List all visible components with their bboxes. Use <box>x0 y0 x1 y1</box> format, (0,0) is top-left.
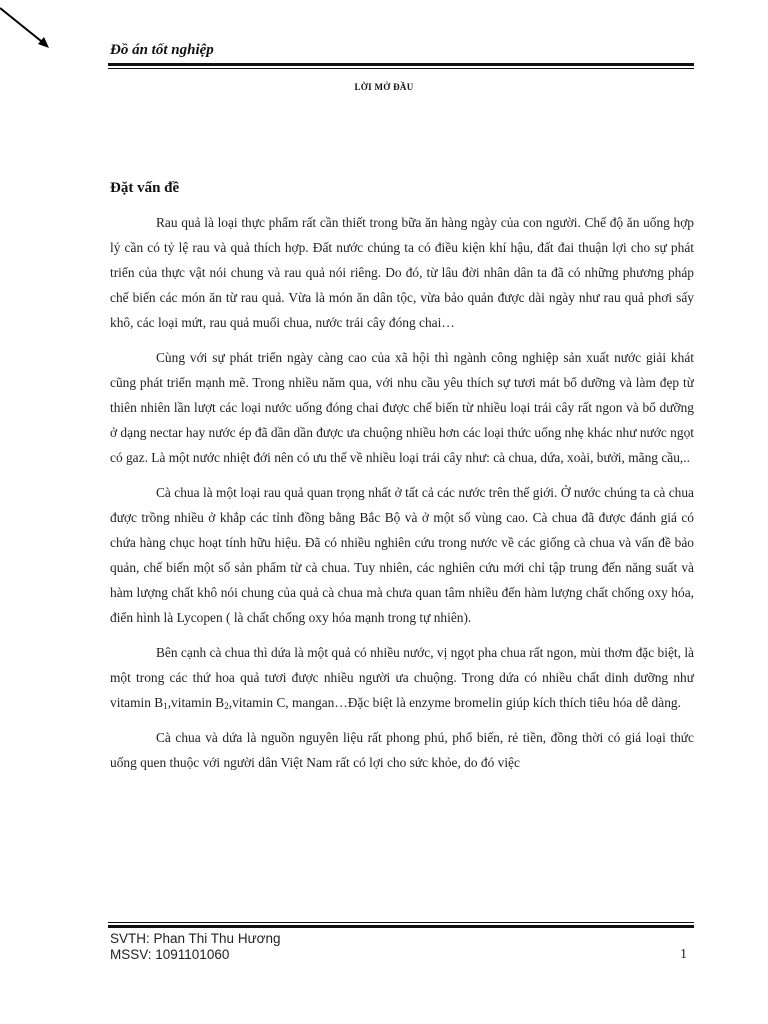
footer-rule <box>108 925 694 928</box>
footer-student-id: MSSV: 1091101060 <box>110 947 230 962</box>
document-header-title: Đồ án tốt nghiệp <box>110 42 214 58</box>
subscript: 2 <box>224 701 229 711</box>
body-text <box>110 210 694 896</box>
paragraph: Cùng với sự phát triển ngày càng cao của xã hội thì ngành công nghiệp sản xuất nước giải khát cũng phát triển mạnh mẽ. Trong nhiều năm qua, với nhu cầu yêu thích sự tươi mát bổ dưỡng và làm đẹp từ thiên nhiên lần lượt các loại nước uống đóng chai được chế biến từ nhiều loại trái cây rất ngon và bổ dưỡng ở dạng nectar hay nước ép đã dần dần được ưa chuộng nhiều hơn các loại thức uống nhẹ khác như nước ngọt có gaz. Là một nước nhiệt đới nên có ưu thế về nhiều loại trái cây như: cà chua, dứa, xoài, bưởi, mãng cầu,.. <box>110 350 694 465</box>
paragraph-text: ,vitamin C, mangan…Đặc biệt là enzyme bromelin giúp kích thích tiêu hóa dễ dàng. <box>228 695 681 710</box>
corner-arrow-icon <box>0 0 60 60</box>
paragraph: Rau quả là loại thực phẩm rất cần thiết trong bữa ăn hàng ngày của con người. Chế độ ăn uống hợp lý cần có tỷ lệ rau và quả thích hợp. Đất nước chúng ta có điều kiện khí hậu, đất đai thuận lợi cho sự phát triển của thực vật nói chung và rau quả nói riêng. Do đó, từ lâu đời nhân dân ta đã có những phương pháp chế biến các món ăn từ rau quả. Vừa là món ăn dân tộc, vừa bảo quản được dài ngày như rau quả phơi sấy khô, các loại mứt, rau quả muối chua, nước trái cây đóng chai… <box>110 215 694 330</box>
paragraph-text: ,vitamin B <box>167 695 225 710</box>
subscript: 1 <box>163 701 168 711</box>
paragraph: Cà chua là một loại rau quả quan trọng nhất ở tất cả các nước trên thế giới. Ở nước chúng ta cà chua được trồng nhiều ở khắp các tỉnh đồng bằng Bắc Bộ và ở một số vùng cao. Cà chua đã được đánh giá có chứa hàng chục hoạt tính hữu hiệu. Đã có nhiều nghiên cứu trong nước về các giống cà chua và vấn đề bảo quản, chế biến một số sản phẩm từ cà chua. Tuy nhiên, các nghiên cứu mới chỉ tập trung đến năng suất và hàm lượng chất khô nói chung của quả cà chua mà chưa quan tâm nhiều đến hàm lượng chất chống oxy hóa, điển hình là Lycopen ( là chất chống oxy hóa mạnh trong tự nhiên). <box>110 485 694 625</box>
header-rule-thin <box>108 68 694 69</box>
footer-author: SVTH: Phan Thi Thu Hương <box>110 931 281 946</box>
preface-title: LỜI MỞ ĐẦU <box>354 82 414 92</box>
paragraph <box>110 640 694 715</box>
page-number: 1 <box>680 947 687 962</box>
header-rule <box>108 63 694 66</box>
footer-rule-thin <box>108 922 694 923</box>
paragraph-text: Bên cạnh cà chua thì dứa là một quả có nhiều nước, vị ngọt pha chua rất ngon, mùi thơm đặc biệt, là một trong các thứ hoa quả tươi được nhiều người ưa chuộng. Trong dứa có nhiều chất dinh dưỡng như vitamin B <box>110 645 694 710</box>
paragraph: Cà chua và dứa là nguồn nguyên liệu rất phong phú, phổ biến, rẻ tiền, đồng thời có giá loại thức uống quen thuộc với người dân Việt Nam rất có lợi cho sức khỏe, do đó việc <box>110 730 694 770</box>
section-heading: Đặt vấn đề <box>110 180 180 196</box>
